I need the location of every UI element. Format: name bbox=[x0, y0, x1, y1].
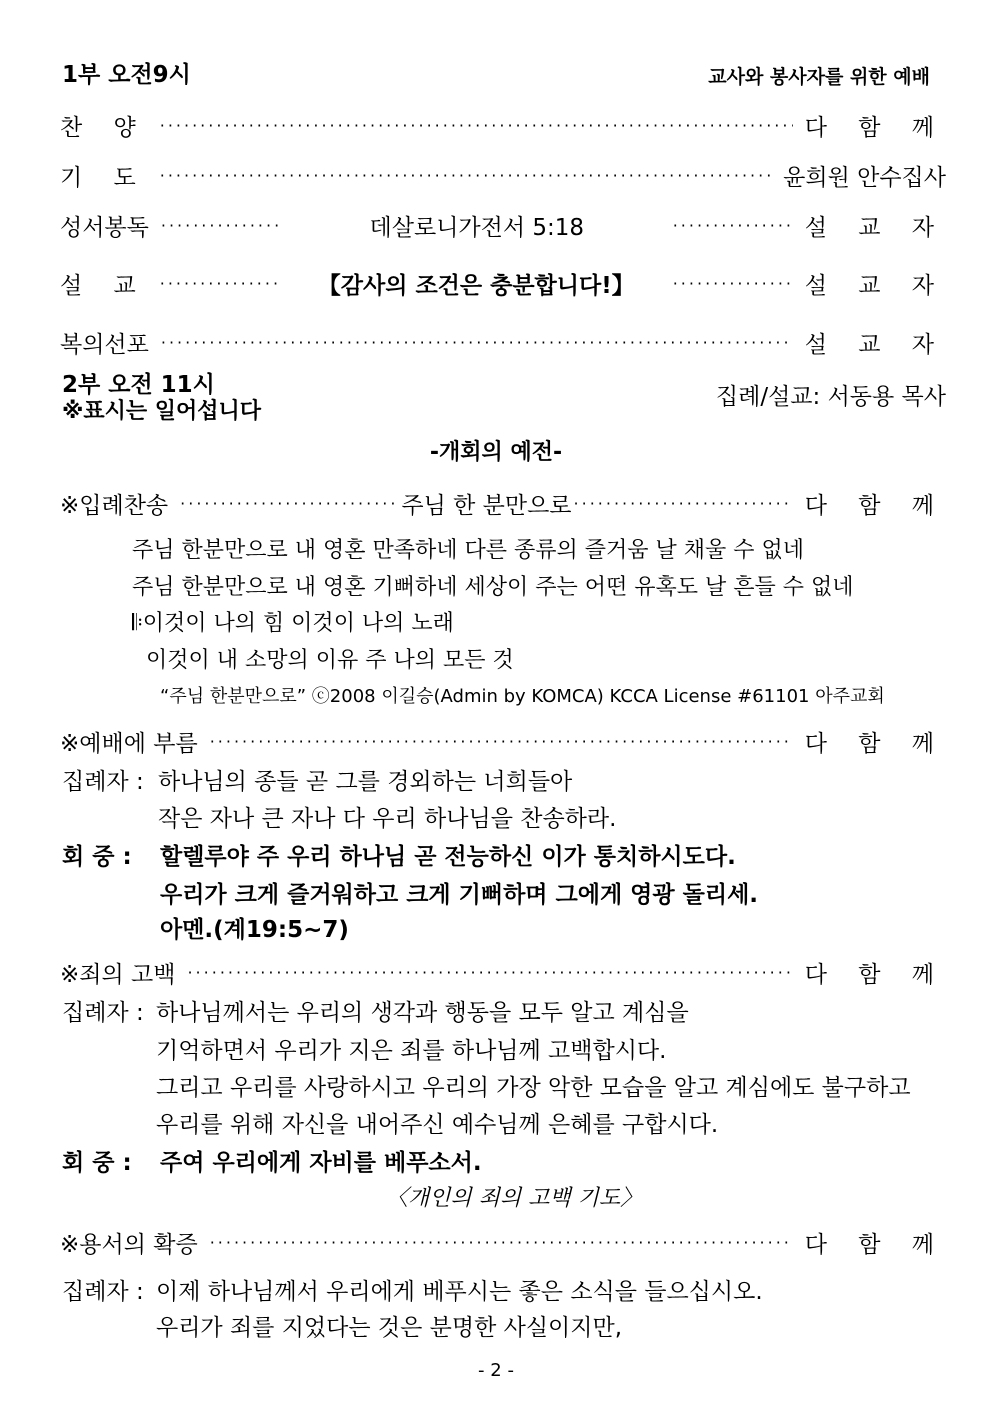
leader-text: 하나님께서는 우리의 생각과 행동을 모두 알고 계심을 bbox=[156, 1000, 689, 1026]
leader-dots bbox=[161, 216, 281, 235]
row-right: 다 함 께 bbox=[804, 492, 946, 519]
order-row-hymn bbox=[60, 486, 946, 520]
leader-text: 우리를 위해 자신을 내어주신 예수님께 은혜를 구합시다. bbox=[156, 1112, 719, 1138]
leader-text: 우리가 죄를 지었다는 것은 분명한 사실이지만, bbox=[156, 1315, 623, 1341]
leader-dots bbox=[161, 333, 793, 352]
leader-text: 작은 자나 큰 자나 다 우리 하나님을 찬송하라. bbox=[158, 806, 617, 832]
leader-dots bbox=[160, 166, 771, 185]
sermon-title: 【감사의 조건은 충분합니다!】 bbox=[317, 272, 635, 299]
leader-text: 그리고 우리를 사랑하시고 우리의 가장 악한 모습을 알고 계심에도 불구하고 bbox=[156, 1075, 911, 1101]
row-label: 기 도 bbox=[60, 164, 148, 191]
row-label: ※예배에 부름 bbox=[60, 730, 198, 757]
leader-dots bbox=[574, 494, 793, 513]
row-right: 설 교 자 bbox=[804, 272, 946, 299]
row-label: 성서봉독 bbox=[60, 214, 149, 241]
row-label: ※용서의 확증 bbox=[60, 1231, 198, 1258]
people-text: 할렐루야 주 우리 하나님 곧 전능하신 이가 통치하시도다. bbox=[160, 844, 736, 870]
section-heading: -개회의 예전- bbox=[429, 440, 563, 465]
hymn-credit: “주님 한분만으로” ⓒ2008 이길승(Admin by KOMCA) KCCA License #61101 아주교회 bbox=[160, 686, 885, 707]
prayer-note: 〈개인의 죄의 고백 기도〉 bbox=[385, 1186, 643, 1211]
row-label: 설 교 bbox=[60, 272, 148, 299]
leader-label: 집례자 : bbox=[62, 1279, 144, 1305]
leader-text: 하나님의 종들 곧 그를 경외하는 너희들아 bbox=[158, 769, 573, 795]
part2-title: 2부 오전 11시 bbox=[62, 372, 215, 398]
leader-dots bbox=[210, 1233, 793, 1252]
row-right: 다 함 께 bbox=[804, 1231, 946, 1258]
people-text: 우리가 크게 즐거워하고 크게 기뻐하며 그에게 영광 돌리세. bbox=[160, 882, 759, 908]
leader-dots bbox=[673, 216, 793, 235]
hymn-title: 주님 한 분만으로 bbox=[401, 492, 572, 519]
order-row-sermon bbox=[60, 266, 946, 300]
row-label: ※입례찬송 bbox=[60, 492, 169, 519]
leader-text: 기억하면서 우리가 지은 죄를 하나님께 고백합시다. bbox=[156, 1038, 667, 1064]
leader-dots bbox=[673, 274, 793, 293]
people-label: 회 중 : bbox=[62, 844, 132, 870]
officiant: 집례/설교: 서동용 목사 bbox=[715, 384, 946, 410]
row-right: 다 함 께 bbox=[804, 730, 946, 757]
row-middle: 데살로니가전서 5:18 bbox=[369, 214, 585, 241]
leader-dots bbox=[160, 274, 280, 293]
row-label: 복의선포 bbox=[60, 331, 149, 358]
row-label: 찬 양 bbox=[60, 114, 148, 141]
order-row-praise bbox=[60, 108, 946, 142]
order-row-confession bbox=[60, 955, 946, 989]
row-right: 설 교 자 bbox=[804, 331, 946, 358]
leader-label: 집례자 : bbox=[62, 1000, 144, 1026]
part1-title: 1부 오전9시 bbox=[62, 62, 191, 88]
row-label: ※죄의 고백 bbox=[60, 961, 176, 988]
page-number: - 2 - bbox=[478, 1360, 514, 1381]
lyric-line: 주님 한분만으로 내 영혼 만족하네 다른 종류의 즐거움 날 채울 수 없네 bbox=[132, 538, 804, 563]
row-right: 설 교 자 bbox=[804, 214, 946, 241]
part1-subtitle: 교사와 봉사자를 위한 예배 bbox=[708, 66, 930, 88]
people-label: 회 중 : bbox=[62, 1150, 132, 1176]
row-right: 윤희원 안수집사 bbox=[783, 164, 946, 191]
lyric-line: 𝄆이것이 나의 힘 이것이 나의 노래 bbox=[132, 611, 454, 636]
order-row-scripture bbox=[60, 208, 946, 242]
leader-dots bbox=[210, 732, 793, 751]
lyric-line: 주님 한분만으로 내 영혼 기뻐하네 세상이 주는 어떤 유혹도 날 흔들 수 없네 bbox=[132, 575, 854, 600]
leader-text: 이제 하나님께서 우리에게 베푸시는 좋은 소식을 들으십시오. bbox=[156, 1279, 763, 1305]
leader-dots bbox=[180, 494, 399, 513]
order-row-benediction bbox=[60, 325, 946, 359]
leader-dots bbox=[187, 963, 792, 982]
order-row-assurance bbox=[60, 1225, 946, 1259]
lyric-line: 이것이 내 소망의 이유 주 나의 모든 것 bbox=[146, 648, 514, 673]
people-text: 아멘.(계19:5~7) bbox=[160, 917, 349, 943]
leader-label: 집례자 : bbox=[62, 769, 144, 795]
row-right: 다 함 께 bbox=[804, 114, 946, 141]
row-right: 다 함 께 bbox=[804, 961, 946, 988]
order-row-prayer bbox=[60, 158, 946, 192]
standing-note: ※표시는 일어섭니다 bbox=[62, 399, 262, 424]
people-text: 주여 우리에게 자비를 베푸소서. bbox=[160, 1150, 482, 1176]
order-row-call bbox=[60, 724, 946, 758]
leader-dots bbox=[160, 116, 793, 135]
